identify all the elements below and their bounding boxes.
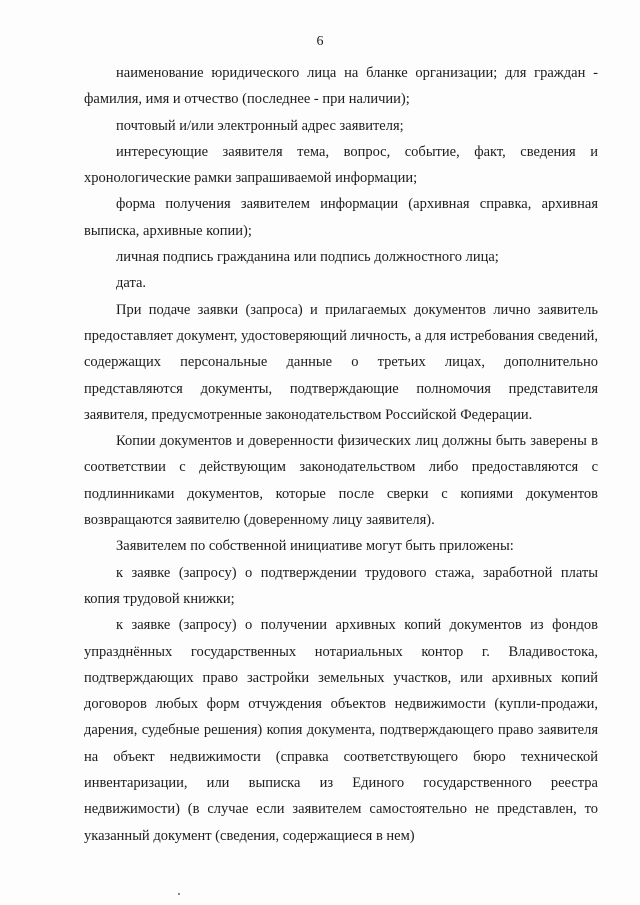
paragraph-signature: личная подпись гражданина или подпись должностного лица; xyxy=(116,249,499,266)
page-number: 6 xyxy=(316,34,324,49)
paragraph-topic: интересующие заявителя тема, вопрос, событие, факт, сведения и хронологические рамки запрашиваемой информации; xyxy=(84,143,598,187)
paragraph-form: форма получения заявителем информации (архивная справка, архивная выписка, архивные копии); xyxy=(84,196,598,239)
paragraph-archive-copies: к заявке (запросу) о получении архивных копий документов из фондов упразднённых государственных нотариальных контор г. Владивостока, подтверждающих право застройки земельных участков, или архивных копий договоров любых форм отчуждения объектов недвижимости (купли-продажи, дарения, судебные решения) копия документа, подтверждающего право заявителя на объект недвижимости (справка соответствующего бюро технической инвентаризации, или выписка из Единого государственного реестра недвижимости) (в случае если заявителем самостоятельно не представлен, то указанный документ (сведения, содержащиеся в нем) xyxy=(84,617,598,844)
paragraph-work-record: к заявке (запросу) о подтверждении трудового стажа, заработной платы копия трудовой книжки; xyxy=(84,564,598,607)
paragraph-identity-document: При подаче заявки (запроса) и прилагаемых документов лично заявитель предоставляет документ, удостоверяющий личность, а для истребования сведений, содержащих персональные данные о третьих лицах, дополнительно представляются документы, подтверждающие полномочия представителя заявителя, предусмотренные законодательством Российской Федерации. xyxy=(84,301,598,423)
body-text xyxy=(84,60,598,849)
paragraph-initiative: Заявителем по собственной инициативе могут быть приложены: xyxy=(116,538,514,555)
paragraph-copies: Копии документов и доверенности физических лиц должны быть заверены в соответствии с действующим законодательством либо предоставляются с подлинниками документов, которые после сверки с копиями документов возвращаются заявителю (доверенному лицу заявителя). xyxy=(84,433,598,529)
paragraph-address: почтовый и/или электронный адрес заявителя; xyxy=(116,117,404,134)
paragraph-applicant-name: наименование юридического лица на бланке организации; для граждан - фамилия, имя и отчество (последнее - при наличии); xyxy=(84,65,598,108)
paragraph-date: дата. xyxy=(116,275,147,292)
scan-artifact xyxy=(178,893,180,895)
